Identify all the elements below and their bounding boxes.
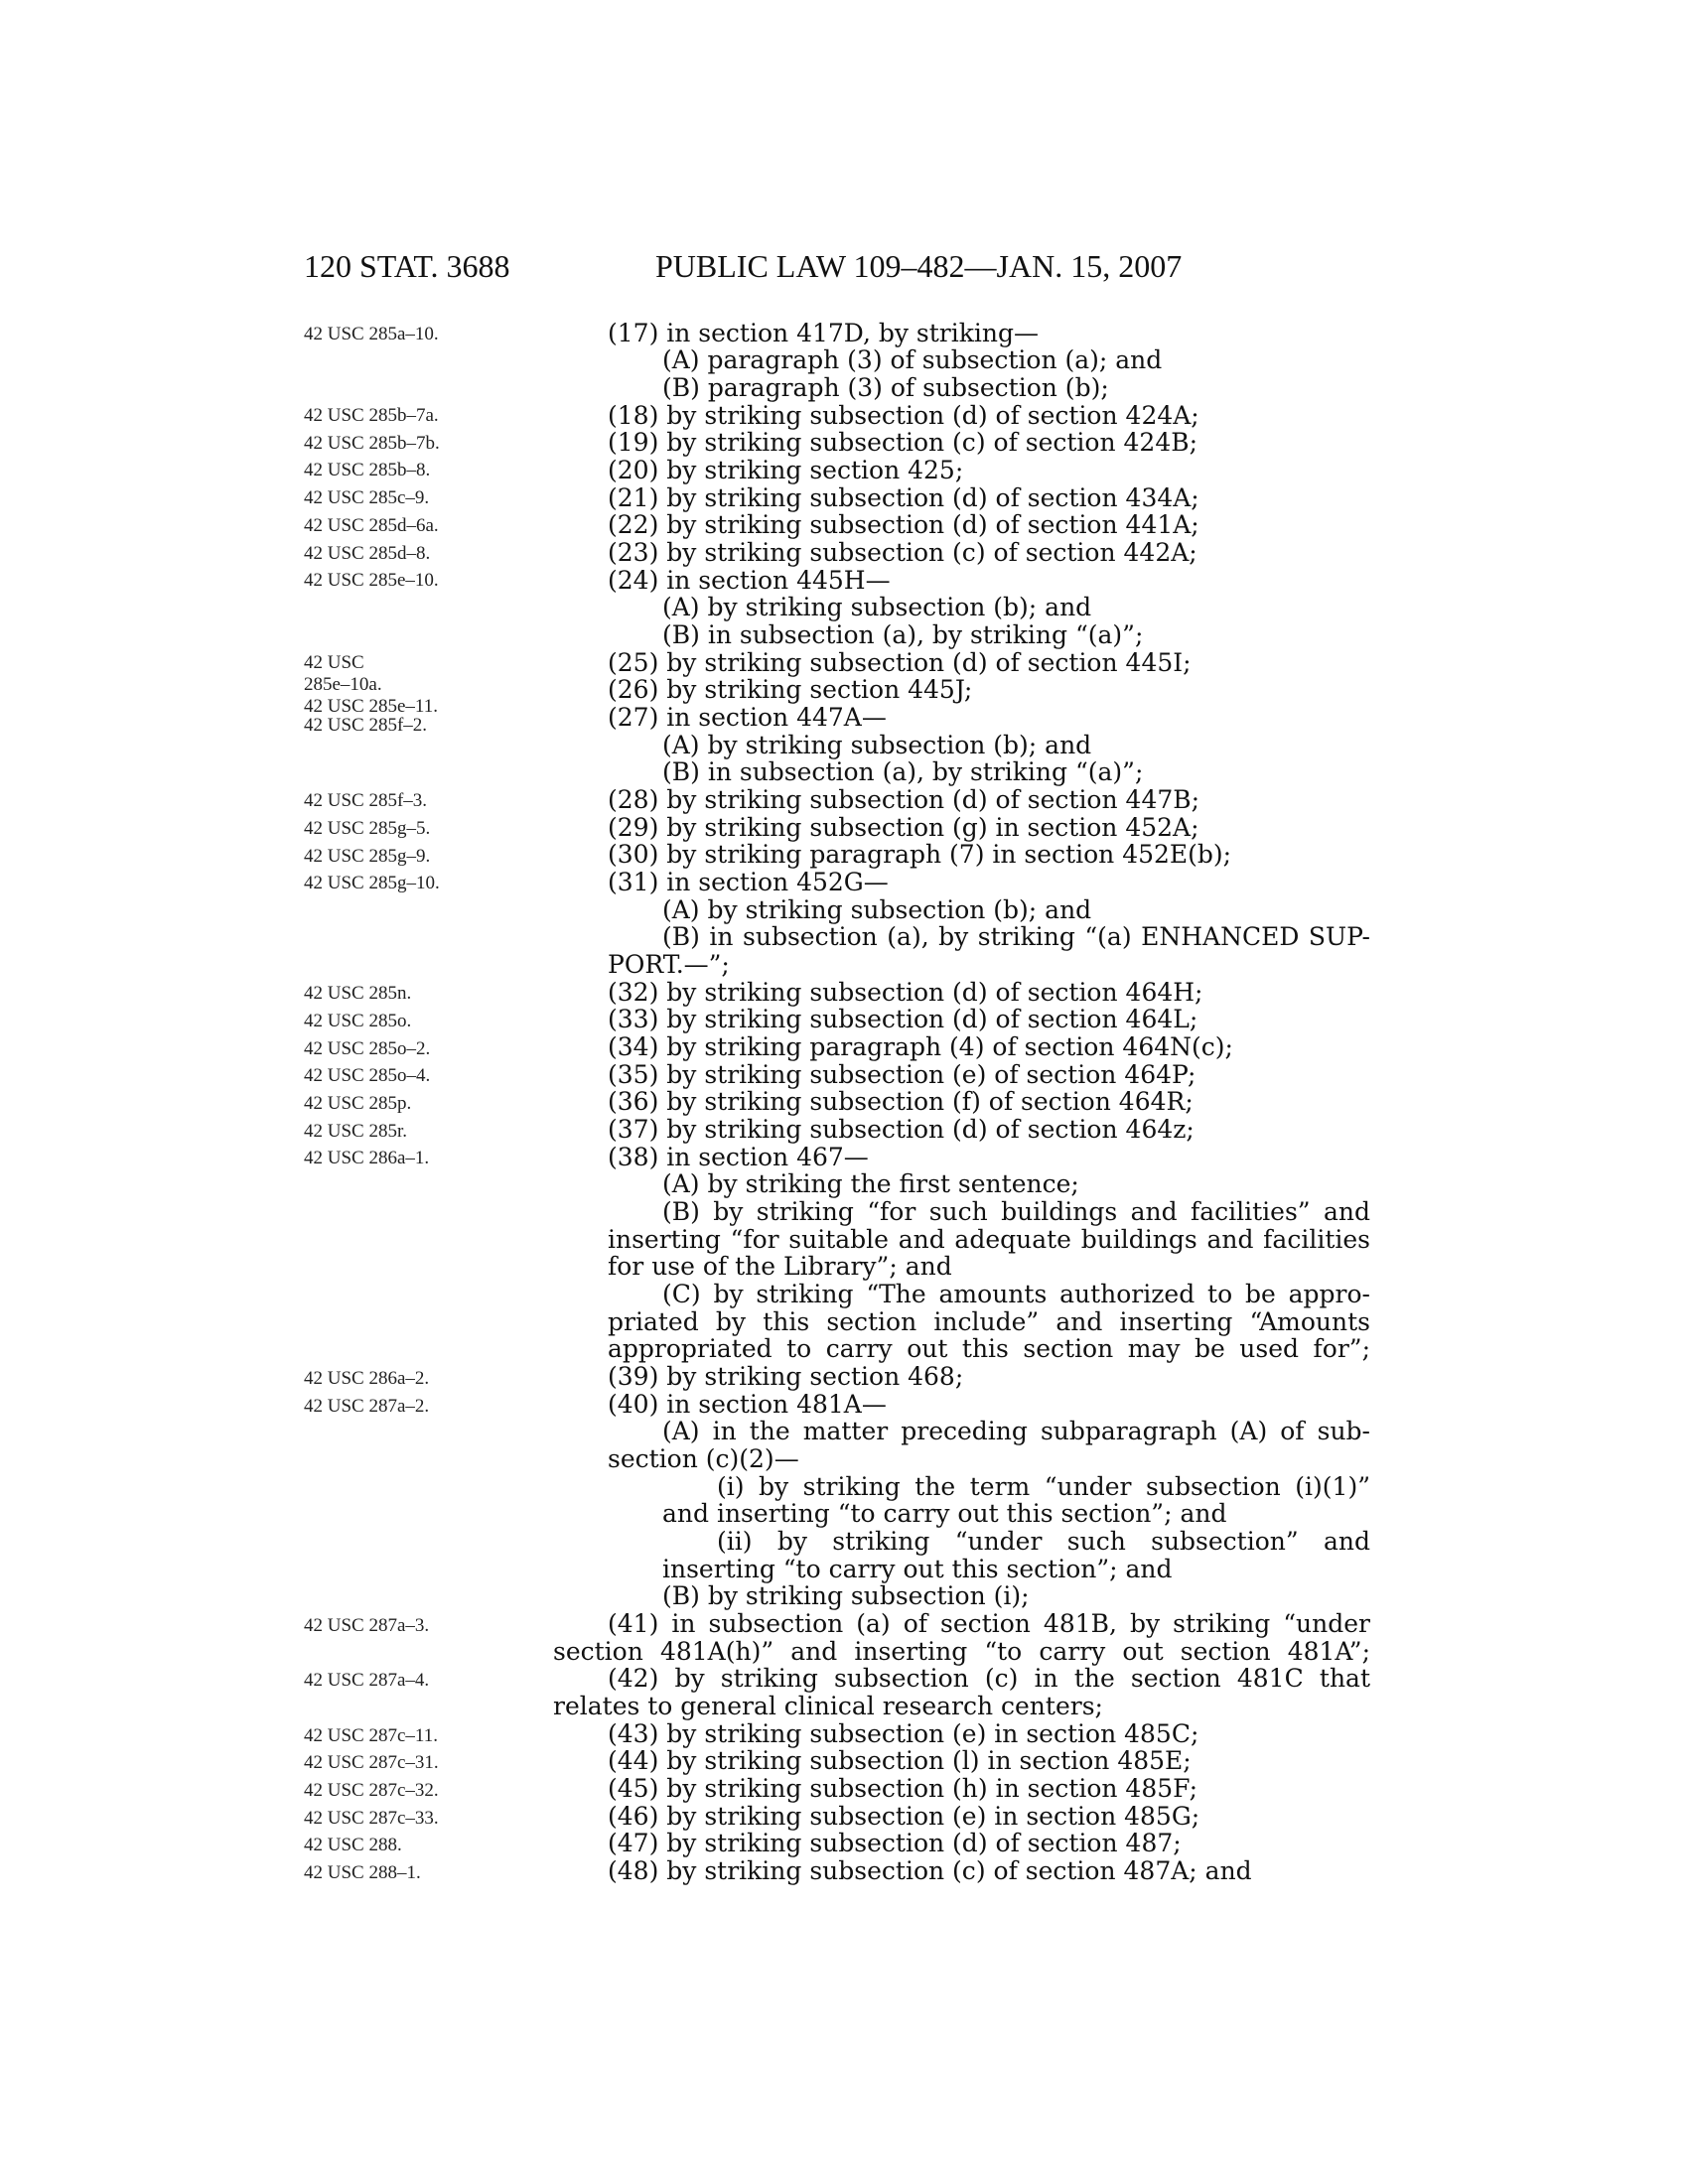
paragraph-line: (46) by striking subsection (e) in section 485G; (608, 1802, 1200, 1831)
margin-note: 42 USC 285o–4. (304, 1065, 431, 1086)
margin-note: 42 USC 285g–10. (304, 873, 440, 893)
margin-note: 42 USC (304, 652, 364, 673)
margin-note: 42 USC 286a–1. (304, 1148, 430, 1168)
subparagraph-line: (A) by striking subsection (b); and (662, 895, 1092, 924)
subparagraph-line: (B) in subsection (a), by striking “(a)”; (662, 620, 1144, 649)
margin-note: 42 USC 285f–3. (304, 790, 428, 811)
margin-note: 42 USC 285n. (304, 983, 412, 1004)
subparagraph-line: (B) in subsection (a), by striking “(a)”; (662, 757, 1144, 786)
continuation-line: relates to general clinical research centers; (553, 1692, 1103, 1720)
margin-note: 42 USC 285g–9. (304, 846, 431, 867)
paragraph-line: (33) by striking subsection (d) of section 464L; (608, 1005, 1198, 1033)
subparagraph-line: (C) by striking “The amounts authorized to be appro- (662, 1281, 1370, 1308)
paragraph-line: (18) by striking subsection (d) of section 424A; (608, 401, 1199, 430)
margin-note: 42 USC 285e–10. (304, 570, 439, 591)
continuation-line: inserting “for suitable and adequate buildings and facilities (608, 1226, 1370, 1254)
paragraph-line: (26) by striking section 445J; (608, 675, 973, 704)
margin-note: 42 USC 285b–7b. (304, 433, 440, 454)
paragraph-line: (44) by striking subsection (l) in section 485E; (608, 1746, 1192, 1775)
margin-note: 42 USC 285o–2. (304, 1038, 431, 1059)
paragraph-line: (29) by striking subsection (g) in section 452A; (608, 813, 1199, 842)
continuation-line: and inserting “to carry out this section”; and (662, 1499, 1227, 1528)
paragraph-line: (45) by striking subsection (h) in section 485F; (608, 1774, 1198, 1803)
paragraph-line: (34) by striking paragraph (4) of section 464N(c); (608, 1032, 1233, 1061)
margin-note: 42 USC 287c–11. (304, 1725, 438, 1746)
paragraph-line: (20) by striking section 425; (608, 456, 964, 484)
running-head: PUBLIC LAW 109–482—JAN. 15, 2007 (655, 248, 1183, 284)
continuation-line: PORT.—”; (608, 950, 730, 979)
paragraph-line: (36) by striking subsection (f) of section 464R; (608, 1087, 1194, 1116)
margin-note: 42 USC 285b–7a. (304, 405, 439, 426)
subparagraph-line: (A) paragraph (3) of subsection (a); and (662, 345, 1163, 374)
clause-line: (ii) by striking “under such subsection” and (717, 1528, 1370, 1556)
paragraph-line: (17) in section 417D, by striking— (608, 319, 1039, 347)
margin-note: 42 USC 285g–5. (304, 818, 431, 839)
margin-note: 42 USC 285p. (304, 1093, 412, 1114)
paragraph-line: (28) by striking subsection (d) of section 447B; (608, 785, 1200, 814)
paragraph-line: (35) by striking subsection (e) of section 464P; (608, 1060, 1196, 1089)
margin-note: 42 USC 287a–3. (304, 1615, 430, 1636)
margin-note: 42 USC 287c–33. (304, 1808, 439, 1829)
paragraph-line: (24) in section 445H— (608, 566, 891, 595)
margin-note: 42 USC 285b–8. (304, 460, 431, 480)
subparagraph-line: (B) paragraph (3) of subsection (b); (662, 373, 1109, 402)
margin-note: 42 USC 285c–9. (304, 487, 430, 508)
subparagraph-line: (A) by striking the first sentence; (662, 1169, 1079, 1198)
paragraph-line: (47) by striking subsection (d) of section 487; (608, 1829, 1182, 1857)
continuation-line: inserting “to carry out this section”; and (662, 1555, 1173, 1583)
paragraph-line: (43) by striking subsection (e) in section 485C; (608, 1719, 1199, 1748)
subparagraph-line: (A) by striking subsection (b); and (662, 593, 1092, 621)
margin-note: 42 USC 287a–2. (304, 1396, 430, 1417)
paragraph-line: (31) in section 452G— (608, 868, 889, 896)
subparagraph-line: (B) by striking subsection (i); (662, 1581, 1030, 1610)
margin-note: 42 USC 285a–10. (304, 324, 439, 344)
paragraph-line: (41) in subsection (a) of section 481B, by striking “under (608, 1610, 1370, 1638)
paragraph-line: (42) by striking subsection (c) in the section 481C that (608, 1665, 1370, 1693)
continuation-line: section 481A(h)” and inserting “to carry out section 481A”; (553, 1638, 1370, 1666)
page-number: 120 STAT. 3688 (304, 248, 510, 284)
subparagraph-line: (A) by striking subsection (b); and (662, 731, 1092, 759)
subparagraph-line: (B) by striking “for such buildings and facilities” and (662, 1198, 1370, 1226)
margin-note: 42 USC 286a–2. (304, 1368, 430, 1389)
margin-note: 42 USC 285e–11. (304, 696, 438, 717)
margin-note: 42 USC 285r. (304, 1121, 407, 1142)
continuation-line: appropriated to carry out this section may be used for”; (608, 1335, 1370, 1363)
margin-note: 42 USC 287c–31. (304, 1752, 439, 1773)
margin-note: 42 USC 287a–4. (304, 1670, 430, 1691)
continuation-line: section (c)(2)— (608, 1444, 799, 1473)
paragraph-line: (27) in section 447A— (608, 703, 887, 732)
paragraph-line: (39) by striking section 468; (608, 1362, 964, 1391)
paragraph-line: (30) by striking paragraph (7) in section 452E(b); (608, 840, 1232, 869)
margin-note: 42 USC 285d–6a. (304, 515, 439, 536)
paragraph-line: (40) in section 481A— (608, 1390, 887, 1419)
paragraph-line: (19) by striking subsection (c) of section 424B; (608, 428, 1198, 457)
continuation-line: priated by this section include” and inserting “Amounts (608, 1308, 1370, 1336)
clause-line: (i) by striking the term “under subsection (i)(1)” (717, 1473, 1370, 1501)
margin-note: 42 USC 288. (304, 1835, 402, 1855)
margin-note: 285e–10a. (304, 674, 382, 695)
subparagraph-line: (A) in the matter preceding subparagraph (A) of sub- (662, 1418, 1370, 1445)
continuation-line: for use of the Library”; and (608, 1252, 952, 1281)
margin-note: 42 USC 287c–32. (304, 1780, 439, 1801)
paragraph-line: (48) by striking subsection (c) of section 487A; and (608, 1856, 1252, 1885)
margin-note: 42 USC 285d–8. (304, 543, 431, 564)
subparagraph-line: (B) in subsection (a), by striking “(a) ENHANCED SUP- (662, 923, 1370, 951)
paragraph-line: (38) in section 467— (608, 1143, 869, 1171)
margin-note: 42 USC 288–1. (304, 1862, 421, 1883)
paragraph-line: (37) by striking subsection (d) of section 464z; (608, 1115, 1195, 1144)
margin-note: 42 USC 285f–2. (304, 715, 428, 736)
paragraph-line: (23) by striking subsection (c) of section 442A; (608, 538, 1197, 567)
paragraph-line: (22) by striking subsection (d) of section 441A; (608, 510, 1199, 539)
paragraph-line: (32) by striking subsection (d) of section 464H; (608, 978, 1203, 1007)
margin-note: 42 USC 285o. (304, 1011, 412, 1031)
paragraph-line: (21) by striking subsection (d) of section 434A; (608, 483, 1199, 512)
paragraph-line: (25) by striking subsection (d) of section 445I; (608, 648, 1192, 677)
